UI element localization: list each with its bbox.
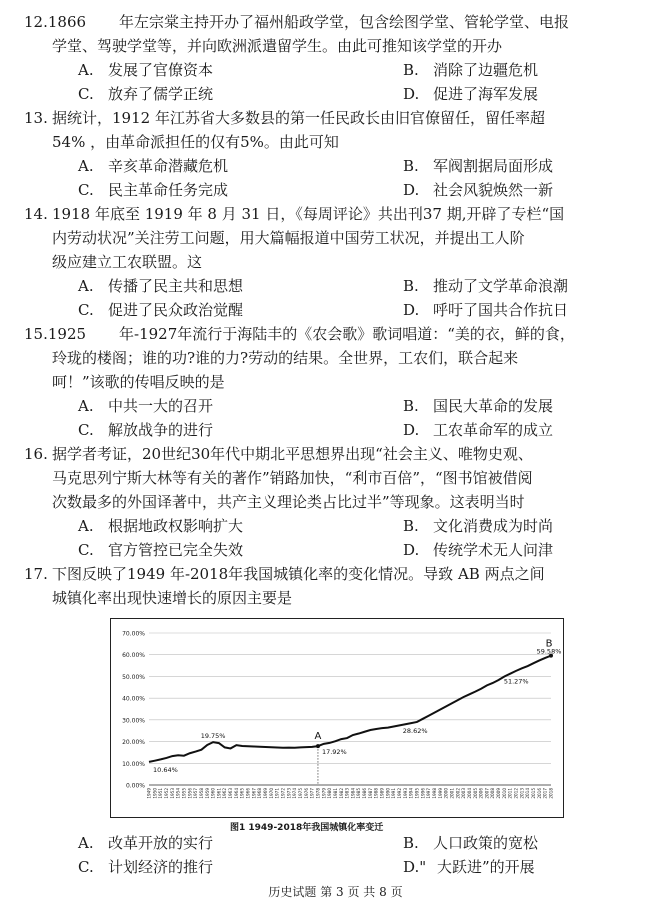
question-text-line: 城镇化率出现快速增长的原因主要是	[52, 589, 293, 607]
x-tick-label: 1984	[350, 788, 356, 799]
option-a[interactable]: A. 中共一大的召开	[78, 397, 214, 415]
x-tick-label: 1990	[385, 788, 391, 799]
x-tick-label: 1977	[309, 788, 315, 799]
x-tick-label: 2011	[507, 788, 513, 799]
urbanization-chart	[110, 618, 564, 818]
data-label: 28.62%	[402, 727, 428, 736]
x-tick-label: 1998	[431, 788, 437, 799]
x-tick-label: 1970	[268, 788, 274, 799]
data-label: 59.58%	[536, 647, 562, 656]
x-tick-label: 1960	[210, 788, 216, 799]
x-tick-label: 1974	[292, 788, 298, 799]
x-tick-label: 2000	[443, 788, 449, 799]
x-tick-label: 2008	[490, 788, 496, 799]
question-text-line: 据学者考证，20世纪30年代中期北平思想界出现“社会主义、唯物史观、	[52, 445, 533, 463]
x-tick-label: 1988	[373, 788, 379, 799]
x-tick-label: 1999	[437, 788, 443, 799]
x-tick-label: 1963	[228, 788, 234, 799]
x-tick-label: 1978	[315, 788, 321, 799]
x-tick-label: 1950	[152, 788, 158, 799]
x-tick-label: 2015	[531, 788, 537, 799]
option-a[interactable]: A. 发展了官僚资本	[78, 61, 214, 79]
x-tick-label: 1987	[367, 788, 373, 799]
question-text-line: 内劳动状况”关注劳工问题，用大篇幅报道中国劳工状况，并提出工人阶	[52, 229, 525, 247]
question-text-line: 玲珑的楼阁；谁的功?谁的力?劳动的结果。全世界，工农们，联合起来	[52, 349, 519, 367]
option-c[interactable]: C. 官方管控已完全失效	[78, 541, 244, 559]
option-d[interactable]: D. 促进了海军发展	[403, 85, 539, 103]
question-text-line: 级应建立工农联盟。这	[52, 253, 203, 271]
x-tick-label: 1975	[297, 788, 303, 799]
x-tick-label: 1973	[286, 788, 292, 799]
urbanization-line-chart	[111, 619, 563, 817]
x-tick-label: 1953	[169, 788, 175, 799]
x-tick-label: 1972	[280, 788, 286, 799]
question-text-line: 54% ，由革命派担任的仅有5%。由此可知	[52, 133, 339, 151]
x-tick-label: 1982	[338, 788, 344, 799]
x-tick-label: 1958	[198, 788, 204, 799]
x-tick-label: 1962	[222, 788, 228, 799]
y-tick-label: 30.00%	[122, 717, 145, 725]
x-tick-label: 2012	[513, 788, 519, 799]
x-tick-label: 1993	[402, 788, 408, 799]
x-tick-label: 1964	[233, 788, 239, 799]
question-text-line: 下图反映了1949 年-2018年我国城镇化率的变化情况。导致 AB 两点之间	[52, 565, 545, 583]
x-tick-label: 1955	[181, 788, 187, 799]
chart-caption: 图1 1949-2018年我国城镇化率变迁	[230, 823, 384, 833]
option-b[interactable]: B. 推动了文学革命浪潮	[403, 277, 569, 295]
option-b[interactable]: B. 国民大革命的发展	[403, 397, 554, 415]
x-tick-label: 1951	[158, 788, 164, 799]
option-c[interactable]: C. 促进了民众政治觉醒	[78, 301, 244, 319]
x-tick-label: 1967	[251, 788, 257, 799]
x-tick-label: 1976	[303, 788, 309, 799]
x-tick-label: 1952	[163, 788, 169, 799]
x-tick-label: 2010	[501, 788, 507, 799]
x-tick-label: 1979	[321, 788, 327, 799]
x-tick-label: 1997	[426, 788, 432, 799]
option-d[interactable]: D. 传统学术无人问津	[403, 541, 554, 559]
option-b[interactable]: B. 军阀割据局面形成	[403, 157, 554, 175]
x-tick-label: 2013	[519, 788, 525, 799]
option-c[interactable]: C. 计划经济的推行	[78, 858, 214, 876]
option-a[interactable]: A. 传播了民主共和思想	[78, 277, 244, 295]
x-tick-label: 1969	[263, 788, 269, 799]
question-text-line: 马克思列宁斯大林等有关的著作”销路加快，“利市百倍”，“图书馆被借阅	[52, 469, 533, 487]
question-number: 15.1925	[24, 325, 87, 343]
x-tick-label: 2005	[472, 788, 478, 799]
x-tick-label: 1971	[274, 788, 280, 799]
data-label: 10.64%	[153, 765, 178, 774]
data-label: 17.92%	[321, 748, 347, 757]
x-tick-label: 2018	[548, 788, 554, 799]
question-text-line: 次数最多的外国译著中，共产主义理论类占比过半”等现象。这表明当时	[52, 493, 525, 511]
x-tick-label: 2003	[461, 788, 467, 799]
x-tick-label: 1965	[239, 788, 245, 799]
y-tick-label: 20.00%	[122, 739, 145, 747]
x-tick-label: 1996	[420, 788, 426, 799]
option-c[interactable]: C. 民主革命任务完成	[78, 181, 229, 199]
x-tick-label: 2007	[484, 788, 490, 799]
question-number: 14.	[24, 205, 48, 223]
y-tick-label: 60.00%	[122, 652, 145, 660]
x-tick-label: 1966	[245, 788, 251, 799]
option-c[interactable]: C. 放弃了儒学正统	[78, 85, 214, 103]
y-tick-label: 0.00%	[125, 782, 145, 790]
x-tick-label: 1994	[408, 788, 414, 799]
option-d[interactable]: D. 工农革命军的成立	[403, 421, 554, 439]
question-number: 12.1866	[24, 13, 87, 31]
question-text-line: 呵！”该歌的传唱反映的是	[52, 373, 225, 391]
x-tick-label: 1949	[146, 788, 152, 799]
point-b-label: B	[545, 638, 553, 650]
option-a[interactable]: A. 根据地政权影响扩大	[78, 517, 244, 535]
x-tick-label: 1959	[204, 788, 210, 799]
x-tick-label: 1991	[391, 788, 397, 799]
option-d[interactable]: D. 呼吁了国共合作抗日	[403, 301, 569, 319]
question-number: 13.	[24, 109, 48, 127]
option-c[interactable]: C. 解放战争的进行	[78, 421, 214, 439]
y-tick-label: 70.00%	[122, 630, 145, 638]
data-label: 19.75%	[200, 732, 226, 741]
x-tick-label: 1983	[344, 788, 350, 799]
x-tick-label: 2006	[478, 788, 484, 799]
x-tick-label: 1986	[362, 788, 368, 799]
x-tick-label: 1961	[216, 788, 222, 799]
question-text-line: 学堂、驾驶学堂等，并向欧洲派遣留学生。由此可推知该学堂的开办	[52, 37, 503, 55]
x-tick-label: 2017	[542, 788, 548, 799]
x-tick-label: 1954	[175, 788, 181, 799]
x-tick-label: 1989	[379, 788, 385, 799]
x-tick-label: 1985	[356, 788, 362, 799]
x-tick-label: 2001	[449, 788, 455, 799]
x-tick-label: 1956	[187, 788, 193, 799]
x-tick-label: 1992	[397, 788, 403, 799]
question-text-line: 1918 年底至 1919 年 8 月 31 日，《每周评论》共出刊37 期,开辟了专栏“国	[52, 205, 565, 223]
option-a[interactable]: A. 辛亥革命潜藏危机	[78, 157, 229, 175]
point-a-marker	[316, 744, 320, 748]
x-tick-label: 1957	[193, 788, 199, 799]
y-tick-label: 50.00%	[122, 673, 145, 681]
x-tick-label: 2004	[466, 788, 472, 799]
question-text-line: 年左宗棠主持开办了福州船政学堂，包含绘图学堂、管轮学堂、电报	[119, 13, 570, 31]
question-text-line: 年-1927年流行于海陆丰的《农会歌》歌词唱道：“美的衣，鲜的食，	[119, 325, 575, 343]
x-tick-label: 1968	[257, 788, 263, 799]
data-label: 51.27%	[503, 677, 529, 686]
option-b[interactable]: B. 人口政策的宽松	[403, 834, 539, 852]
point-a-label: A	[314, 731, 322, 743]
option-a[interactable]: A. 改革开放的实行	[78, 834, 214, 852]
option-d[interactable]: D." 大跃进”的开展	[403, 858, 535, 876]
y-tick-label: 10.00%	[122, 760, 145, 768]
option-b[interactable]: B. 文化消费成为时尚	[403, 517, 554, 535]
x-tick-label: 1995	[414, 788, 420, 799]
y-tick-label: 40.00%	[122, 695, 145, 703]
question-text-line: 据统计，1912 年江苏省大多数县的第一任民政长由旧官僚留任，留任率超	[52, 109, 545, 127]
option-d[interactable]: D. 社会风貌焕然一新	[403, 181, 554, 199]
x-tick-label: 1980	[327, 788, 333, 799]
question-number: 17.	[24, 565, 48, 583]
option-b[interactable]: B. 消除了边疆危机	[403, 61, 539, 79]
x-tick-label: 2016	[536, 788, 542, 799]
page-footer: 历史试题 第 3 页 共 8 页	[268, 885, 403, 899]
x-tick-label: 2002	[455, 788, 461, 799]
x-tick-label: 1981	[332, 788, 338, 799]
series-line	[149, 656, 551, 762]
question-number: 16.	[24, 445, 48, 463]
x-tick-label: 2014	[525, 788, 531, 799]
x-tick-label: 2009	[496, 788, 502, 799]
